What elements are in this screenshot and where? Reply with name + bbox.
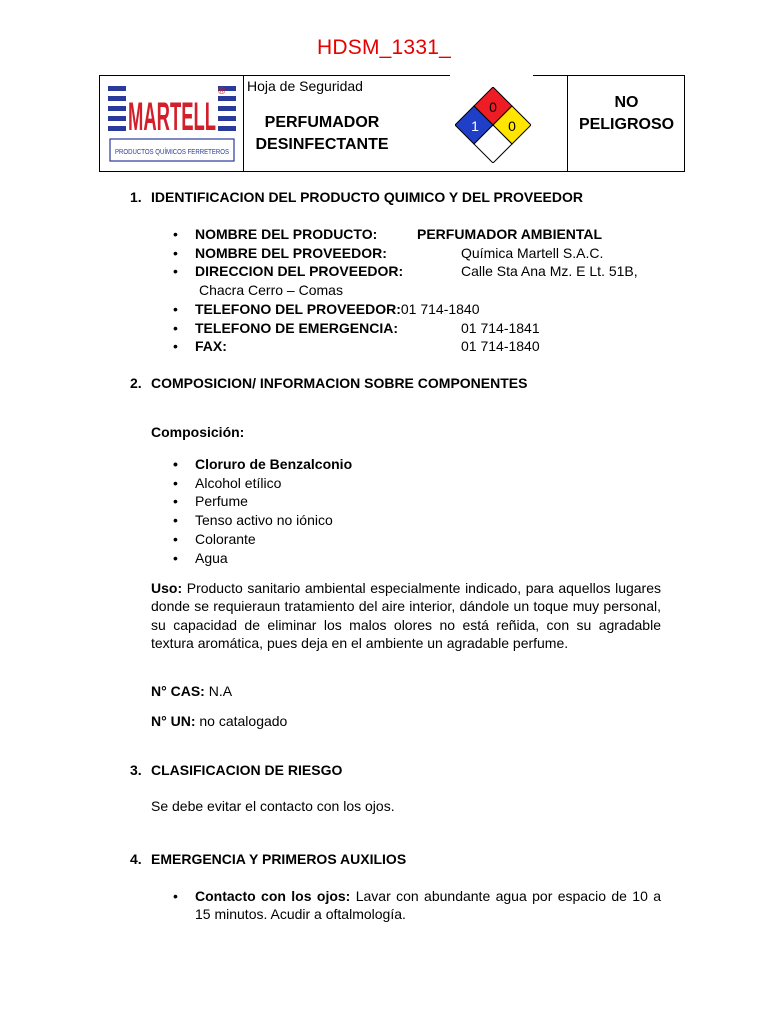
logo-registered-mark: ®: [218, 86, 226, 97]
cas-label: N° CAS:: [151, 683, 205, 699]
nfpa-reactivity-value: 0: [508, 118, 516, 134]
first-aid-eyes: [171, 887, 661, 924]
field-supplier-name: [171, 244, 671, 263]
component-item: • Colorante: [171, 530, 651, 549]
section1-number: 1.: [130, 189, 142, 205]
field-product-name: [171, 225, 671, 244]
field-fax: [171, 337, 671, 356]
component-item: • Tenso activo no iónico: [171, 511, 651, 530]
component-item: • Perfume: [171, 492, 651, 511]
usage-paragraph: [151, 579, 661, 652]
hazard-classification: [568, 92, 685, 136]
field-label: NOMBRE DEL PROVEEDOR:: [195, 244, 387, 261]
field-label: NOMBRE DEL PRODUCTO:: [195, 226, 378, 242]
field-label: DIRECCION DEL PROVEEDOR:: [195, 263, 404, 280]
company-logo: [106, 80, 238, 166]
nfpa-health-value: 1: [471, 118, 479, 134]
field-label: FAX:: [195, 338, 227, 355]
cas-number: [151, 682, 232, 701]
field-value: Química Martell S.A.C.: [461, 244, 604, 261]
field-label: TELEFONO DE EMERGENCIA:: [195, 319, 399, 336]
field-supplier-phone: [171, 300, 671, 319]
component-item: • Agua: [171, 549, 651, 568]
un-label: N° UN:: [151, 713, 196, 729]
cas-value: N.A: [208, 683, 233, 699]
section1-title: IDENTIFICACION DEL PRODUCTO QUIMICO Y DEL PROVEEDOR: [151, 189, 583, 205]
field-label: TELEFONO DEL PROVEEDOR:: [195, 300, 401, 317]
logo-tagline: PRODUCTOS QUÍMICOS FERRETEROS: [115, 147, 230, 156]
logo-wordmark: MARTELL: [128, 95, 216, 139]
field-value: 01 714-1840: [461, 338, 540, 355]
usage-text: Producto sanitario ambiental especialmente indicado, para aquellos lugares donde se requieraun tratamiento del aire interior, dándole un toque muy personal, su capacidad de eliminar los malos olores no está reñida, con su agradable textura aromática, pues deja en el ambiente un agradable perfume.: [151, 580, 661, 651]
composition-label: Composición:: [151, 424, 245, 440]
field-value-continued: Chacra Cerro – Comas: [199, 282, 343, 299]
section4-title: EMERGENCIA Y PRIMEROS AUXILIOS: [151, 851, 407, 867]
un-value: no catalogado: [199, 713, 288, 729]
field-value: Calle Sta Ana Mz. E Lt. 51B,: [461, 263, 638, 280]
section3-number: 3.: [130, 762, 142, 778]
first-aid-label: Contacto con los ojos:: [195, 888, 351, 904]
field-emergency-phone: [171, 319, 671, 338]
first-aid-list: [171, 887, 661, 924]
field-value: 01 714-1841: [461, 319, 540, 336]
product-title-line1: PERFUMADOR: [264, 114, 380, 131]
hazard-line1: NO: [614, 94, 639, 111]
field-supplier-address: [171, 262, 671, 299]
usage-label: Uso:: [151, 580, 183, 596]
document-code: HDSM_1331_: [317, 36, 451, 59]
field-value: PERFUMADOR AMBIENTAL: [417, 226, 603, 242]
product-title: [247, 112, 397, 156]
section3-title: CLASIFICACION DE RIESGO: [151, 762, 343, 778]
supplier-fields-list: [171, 225, 671, 356]
product-title-line2: DESINFECTANTE: [255, 136, 389, 153]
component-item: • Alcohol etílico: [171, 474, 651, 493]
field-value: 01 714-1840: [400, 300, 480, 317]
risk-classification-text: Se debe evitar el contacto con los ojos.: [151, 798, 395, 814]
martell-logo-graphic: [106, 80, 238, 166]
section2-title: COMPOSICION/ INFORMACION SOBRE COMPONENTES: [151, 375, 528, 391]
un-number: [151, 712, 287, 731]
sheet-type-label: Hoja de Seguridad: [247, 78, 363, 94]
hazard-line2: PELIGROSO: [578, 116, 675, 133]
components-list: [171, 455, 651, 567]
section2-number: 2.: [130, 375, 142, 391]
nfpa-hazard-diamond: [455, 87, 531, 163]
section4-number: 4.: [130, 851, 142, 867]
nfpa-flammability-value: 0: [489, 99, 497, 115]
component-item: • Cloruro de Benzalconio: [171, 455, 651, 474]
first-aid-text: Lavar con abundante agua por espacio de 10 a 15 minutos. Acudir a oftalmología.: [195, 888, 662, 923]
